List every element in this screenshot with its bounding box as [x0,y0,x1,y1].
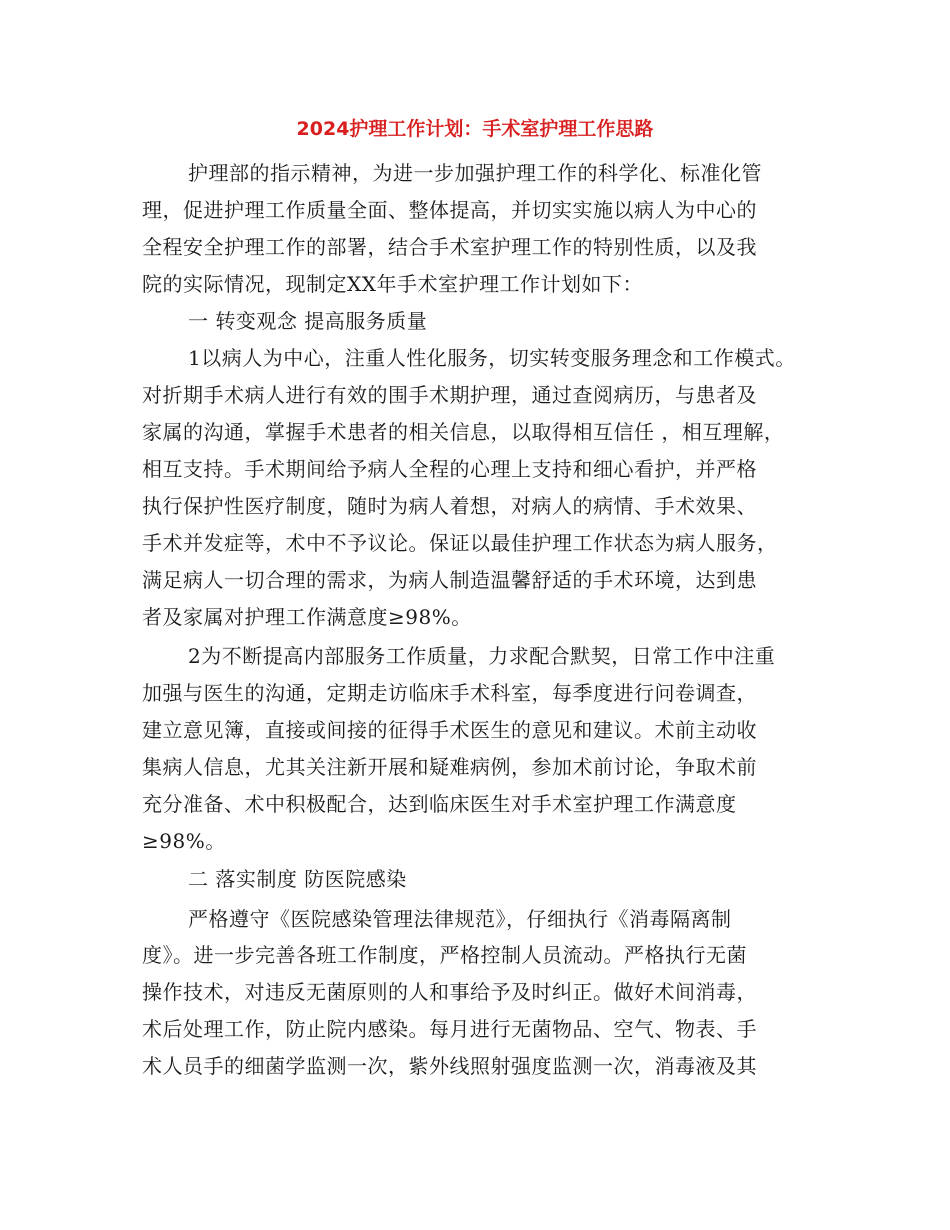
paragraph-line: 院的实际情况，现制定XX年手术室护理工作计划如下： [142,272,643,296]
paragraph-line: 对折期手术病人进行有效的围手术期护理，通过查阅病历，与患者及 [142,383,757,407]
paragraph-line: 全程安全护理工作的部署，结合手术室护理工作的特别性质，以及我 [142,235,757,259]
paragraph-line: 手术并发症等，术中不予议论。保证以最佳护理工作状态为病人服务， [142,531,778,555]
paragraph-line: 度》。进一步完善各班工作制度，严格控制人员流动。严格执行无菌 [142,943,747,967]
paragraph-line: 建立意见簿，直接或间接的征得手术医生的意见和建议。术前主动收 [142,718,757,742]
paragraph-line: 集病人信息，尤其关注新开展和疑难病例，参加术前讨论，争取术前 [142,755,757,779]
paragraph-line: 严格遵守《医院感染管理法律规范》，仔细执行《消毒隔离制 [188,907,732,931]
paragraph-line: 理，促进护理工作质量全面、整体提高，并切实实施以病人为中心的 [142,198,757,222]
paragraph-line: 充分准备、术中积极配合，达到临床医生对手术室护理工作满意度 [142,792,737,816]
paragraph-line: 护理部的指示精神，为进一步加强护理工作的科学化、标准化管 [188,161,762,185]
paragraph-line: 执行保护性医疗制度，随时为病人着想，对病人的病情、手术效果、 [142,494,757,518]
paragraph-line: 术后处理工作，防止院内感染。每月进行无菌物品、空气、物表、手 [142,1017,757,1041]
paragraph-line: 者及家属对护理工作满意度≥98%。 [142,605,472,629]
document-title: 2024护理工作计划：手术室护理工作思路 [296,118,654,140]
paragraph-line: 2为不断提高内部服务工作质量，力求配合默契，日常工作中注重 [188,644,776,668]
paragraph-line: 相互支持。手术期间给予病人全程的心理上支持和细心看护，并严格 [142,457,757,481]
paragraph-line: 1以病人为中心，注重人性化服务，切实转变服务理念和工作模式。 [188,346,796,370]
section-heading: 二 落实制度 防医院感染 [188,867,407,891]
paragraph-line: 家属的沟通，掌握手术患者的相关信息，以取得相互信任 ，相互理解， [142,420,785,444]
paragraph-line: 满足病人一切合理的需求，为病人制造温馨舒适的手术环境，达到患 [142,568,757,592]
paragraph-line: 术人员手的细菌学监测一次，紫外线照射强度监测一次，消毒液及其 [142,1054,757,1078]
section-heading: 一 转变观念 提高服务质量 [188,309,428,333]
paragraph-line: 加强与医生的沟通，定期走访临床手术科室，每季度进行问卷调查， [142,681,757,705]
paragraph-line: 操作技术，对违反无菌原则的人和事给予及时纠正。做好术间消毒， [142,980,757,1004]
paragraph-line: ≥98%。 [142,829,226,853]
